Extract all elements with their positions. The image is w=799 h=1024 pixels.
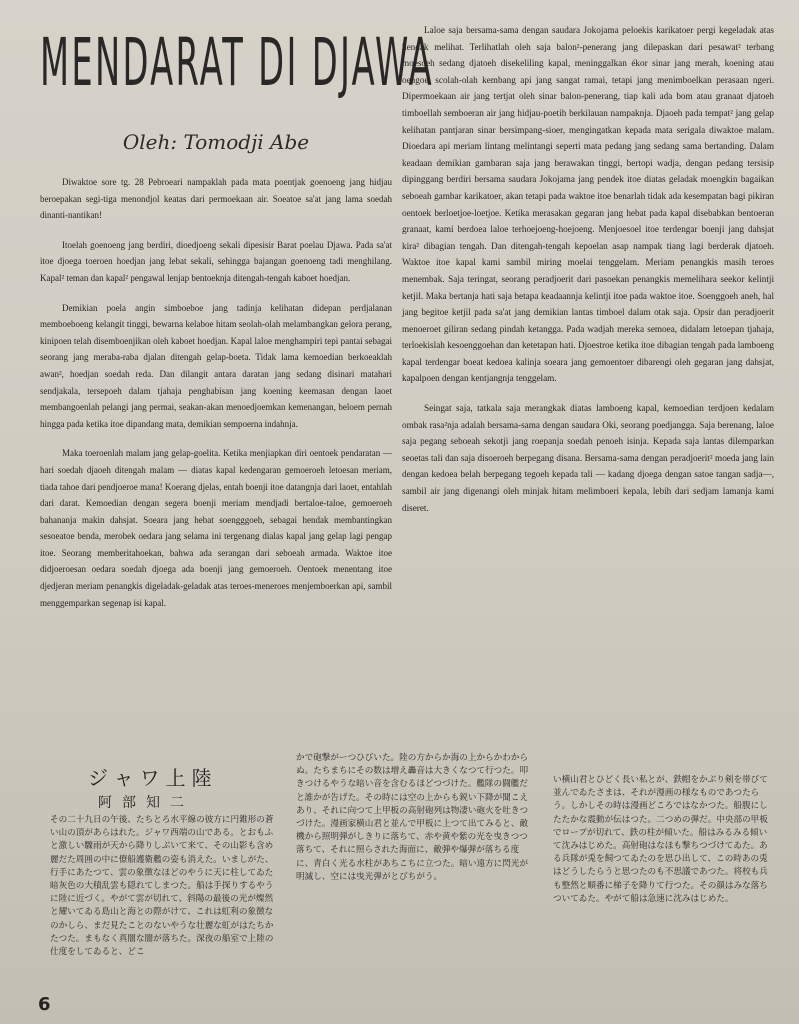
japanese-text-column: その二十九日の午後、たちとろ水平線の彼方に円錐形の蒼い山の頂があらはれた。ジャワ西端の山である。とおもふと激しい驟雨が天から降りしぶいて来て、その山影も含め麗だた周囲の中に僚船護衛艦の姿も消えた。いましがた、行手にあたつて、雲の象徴なほどのやうに天に柱してゐた暗灰色の大積乱雲も隠れてしまつた。船は手探りするやうに陸に近づく。やがて雲が切れて、斜陽の最後の光が燦然と耀いてゐる島山と海との際がけて、これは虹利の象徴なのかしら、まだ見たことのないやうな壮麗な虹がはたちかたつた。まもなく真闇な闇が落ちた。深夜の船室で上陸の仕度をしてゐると、どこ [50, 815, 274, 958]
paragraph: Maka toeroenlah malam jang gelap-goelita. Ketika menjiapkan diri oentoek pendaratan — hari soedah djaoeh ditengah malam — diatas kapal kedengaran gemoeroeh letoesan meriam, tiada tahoe dari pendjoeroe mana! Koerang djelas, entah boenji itoe datangnja dari laoet, entahlah dari darat. Kemoedian dengan segera boenji meriam mendjadi bertaloe-taloe, gemoeroeh bahananja makin dahsjat. Soeara jang hebat soengggoeh, sebagai hendak membantingkan sesoeatoe benda, merobek oedara jang selama ini tergenang dialas kapal jang gelap lagi pengap itoe. Seorang memberitahoekan, bahwa ada serangan dari seboeah armada. Waktoe itoe didjoeroesan oedara soedah djoega ada boenji jang gemoeroeh. Oentoek menentang itoe djedjeran meriam penangkis digeladak-geladak atas teroes-meneroes menjemboerkan api, sambil menggemparkan segenap isi kapal. [40, 448, 392, 608]
left-column [40, 24, 434, 611]
japanese-title: ジャワ上陸 [88, 766, 218, 790]
paragraph: Laloe saja bersama-sama dengan saudara Jokojama peloekis karikatoer pergi kegeladak atas hendak melihat. Terlihatlah oleh saja balon²-penerang jang dilepaskan dari pesawat² terbang moesoeh sedang djatoeh disekeliling kapal, meninggalkan ékor sinar jang merah, koening atau oengoe, scolah-olah kembang api jang sangat ramai, tetapi jang menimboelkan perasaan ngeri. Dipermoekaan air jang tertjat oleh sinar balon-penerang, tiap kali ada bom atau granaat djatoeh timboellah semboeran air jang hidjau-poetih berkilauan nampaknja. Djaoeh pada tempat² jang gelap kelihatan pantjaran sinar bersimpang-sioer, mengingatkan kepada mata serigala diwaktoe malam. Dioedara api meriam lintang melintangi seperti mata pedang jang sedang sama bertanding. Dalam keadaan demikian gambaran saja jang berawakan tinggi, bertopi wadja, dengan pedang tersisip dipinggang berdiri bersama saudara Jokojama jang pendek itoe diatas geladak moengkin bagaikan seboeah gambar karikatoer, akan tetapi pada waktoe itoe benarlah tidak ada kesempatan bagi pikiran oentoek berloetjoe-loetjoe. Ketika merasakan gegaran jang hebat pada kapal disebabkan bentoeran granaat, kami berdoea laloe terhoejoeng-hoejoeng. Menjoesoel itoe terdengar boenji jang dahsjat kira² dibagian tengah. Dan ditengah-tengah kepoelan asap nampak tiang lagi berderak djatoeh. Waktoe itoe kapal kami sambil miring moelai tenggelam. Meriam penangkis masih teroes menembak. Saja teringat, seorang peradjoerit dari pasoekan penangkis memelihara seekor kelintji ketjil. Maka bertanja hati saja betapa keadaannja kelintji itoe pada waktoe itoe. Soenggoeh aneh, hal jang begitoe ketjil pada sa'at jang demikian lantas timboel dalam otak saja. Opsir dan peradjoerit menoeroet giliran sedang pindah ketangga. Pada wadjah mereka semoea, didalam letoepan tjahaja, terloekislah kesoenggoehan dan ketetapan hati. Djoestroe ketika itoe dibagian tengah pada lamboeng kapal terdengar boeat kedoea kalinja soeara jang gemoentoer dibarengi oleh gegaran jang dahsjat, kapalpoen dengan kentjangnja tenggelam. [402, 25, 774, 384]
paragraph: Demikian poela angin simboeboe jang tadinja kelihatan didepan perdjalanan memboeboeng kelangit tinggi, bewarna kelaboe hitam seolah-olah melambangkan gelora perang, kinipoen telah disemboenjikan oleh kaboet hoedjan. Kapal laloe menghampiri tepi pantai sebagai seorang jang meraba-raba djalan ditengah gelap-boeta. Tidak lama kemoedian berkoeaklah awan², hoedjan soedah reda. Dan dilangit antara daratan jang sedang disinari matahari sendjakala, tersepoeh dalam tjahaja penghabisan jang koening keemasan dengan laoet membangoenlah pelangi jang permai, seakan-akan menoedjoemkan kemenangan, beloem pernah hingga pada ketika itoe dipandang mata, demikian sempoerna indahnja. [40, 302, 392, 429]
article-title: MENDARAT DI DJAWA [40, 24, 434, 102]
japanese-text-column: い横山君とひどく長い私とが、鉄帽をかぶり剣を帯びて並んでゐたさまは、それが漫画の様なものであつたらう。しかしその時は漫画どころではなかつた。船腹にしたたかな震動が伝はつた。二つめの弾だ。中央部の甲板でロープが切れて、鉄の柱が傾いた。船はみるみる傾いて沈みはじめた。高射砲はなほも撃ちつづけてゐた。ある兵隊が兎を飼つてゐたのを思ひ出して、この時あの兎はどうしたらうと思つたのも不思議であつた。将校も兵も整然と順番に梯子を降りて行つた。その顔はみな落ちついてゐた。やがて船は急速に沈みはじめた。 [553, 775, 768, 904]
japanese-text-column: かで砲撃がーつひびいた。陸の方からか海の上からかわからぬ。たちまちにその数は増え轟音は大きくなつて行つた。叩きつけるやうな暗い音を含むるほどつづけた。艦隊の闘艦だと誰かが告げた。その時には空の上からも鋭い下降が聞こえあり、それに向つて上甲板の高射砲列は物凄い砲火を吐きつづけた。漫画家横山君と並んで甲板に上つて出てみると、敵機から照明弾がしきりに落ちて、赤や黄や紫の光を曳きつつ落ちて、それに照らされた海面に、敵弾や爆弾が落ちる度に、青白く光る水柱があちこちに立つた。暗い遠方に閃光が明滅し、空には曳光弾がとびちがう。 [296, 753, 529, 882]
article-byline: Oleh: Tomodji Abe [122, 130, 310, 154]
right-column [402, 22, 774, 516]
paragraph: Diwaktoe sore tg. 28 Pebroeari nampaklah pada mata poentjak goenoeng jang hidjau beroepakan segi-tiga menondjol keatas dari permoekaan air. Soeatoe sa'at jang lama soedah dinanti-nantikan! [40, 177, 392, 221]
japanese-article [48, 748, 770, 1018]
page-number: 6 [38, 994, 51, 1015]
paragraph: Itoelah goenoeng jang berdiri, dioedjoeng sekali dipesisir Barat poelau Djawa. Pada sa'at itoe djoega toeroen hoedjan jang lebat sekali, sehingga bajangan goenoeng tadi menghilang. Kapal² teman dan kapal² pengawal lenjap bentoeknja ditengah-tengah kaboet hoedjan. [40, 239, 392, 283]
japanese-author: 阿部知二 [98, 795, 194, 811]
paragraph: Seingat saja, tatkala saja merangkak diatas lamboeng kapal, kemoedian terdjoen kedalam ombak rasa²nja adalah bersama-sama dengan saudara Oki, seorang poedjangga. Saja berenang, laloe saja pegang seboeah sekotji jang roepanja soedah penoeh isinja. Kepada saja lantas dilemparkan seoetas tali dan saja disoeroeh berpegang disana. Bersama-sama dengan peradjoerit² moeda jang lain dengan kedoea belah berpegang tegoeh kepada tali — kadang djoega dengan satoe tangan sadja—, sambil air jang digenangi oleh minjak hitam melimboeri kepala, lebih dari sedjam lamanja kami diseret. [402, 403, 774, 513]
